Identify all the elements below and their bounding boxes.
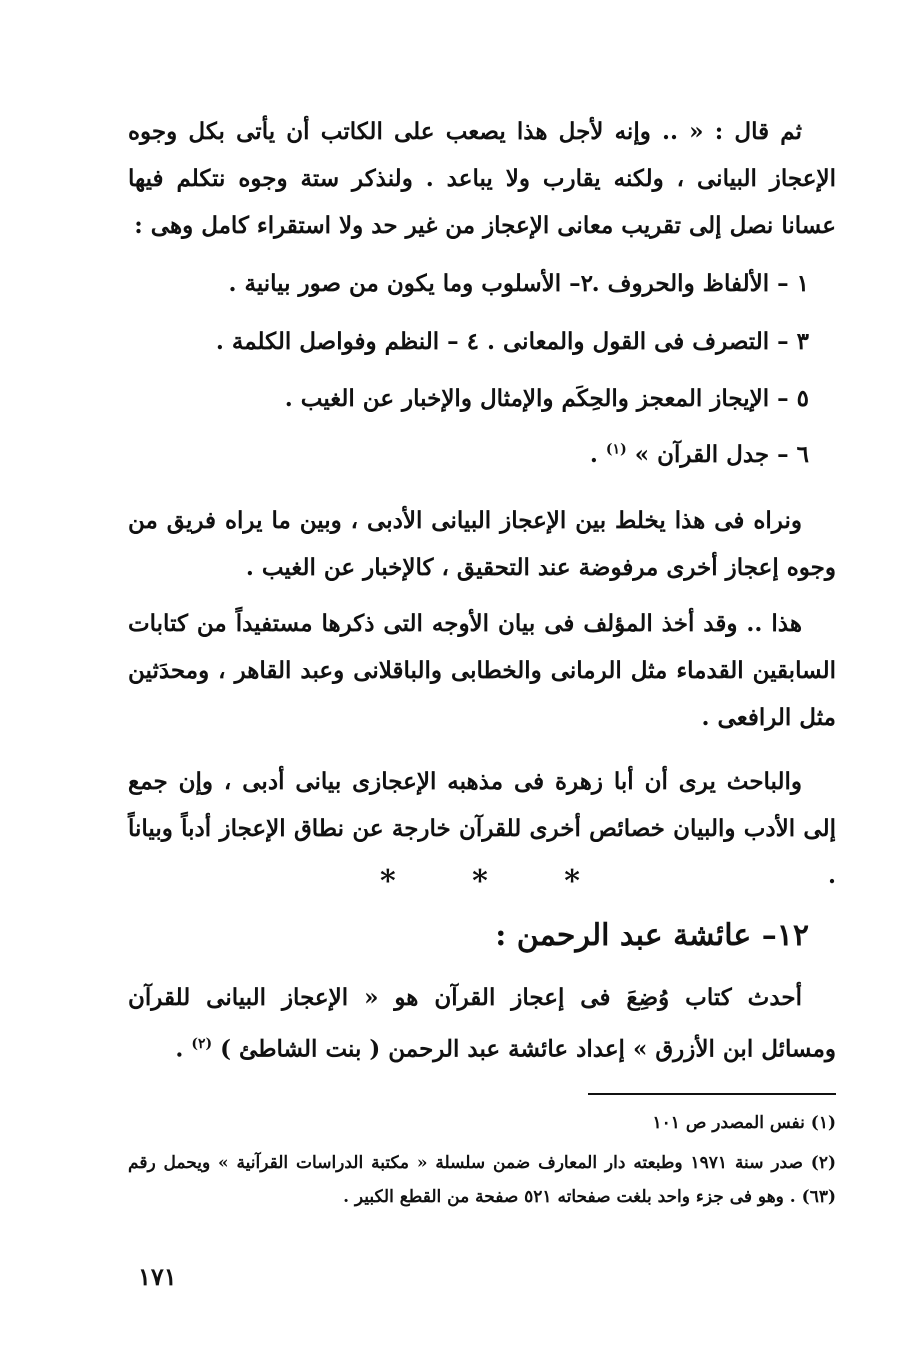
list-item-6-text: ٦ – جدل القرآن » [634,441,809,468]
section-separator [380,864,580,899]
footnote-ref-2: (٢) [191,1036,213,1052]
separator-star: * [380,864,396,899]
separator-star: * [472,864,488,899]
list-item-1: ١ – الألفاظ والحروف . [591,270,809,297]
separator-star: * [564,864,580,899]
paragraph-5-text: أحدث كتاب وُضِعَ فى إعجاز القرآن هو « الإعجاز البيانى للقرآن ومسائل ابن الأزرق » إعداد عائشة عبد الرحمن ( بنت الشاطئ ) [128,984,836,1063]
page-number: ١٧١ [138,1262,177,1291]
paragraph-3: هذا .. وقد أخذ المؤلف فى بيان الأوجه التى ذكرها مستفيداً من كتابات السابقين القدماء مثل الرمانى والخطابى والباقلانى وعبد القاهر ، ومحدَثين مثل الرافعى . [128,610,836,731]
footnote-2: (٢) صدر سنة ١٩٧١ وطبعته دار المعارف ضمن سلسلة « مكتبة الدراسات القرآنية » ويحمل رقم (٦٣) . وهو فى جزء واحد بلغت صفحاته ٥٢١ صفحة من القطع الكبير . [128,1153,837,1207]
list-item-6-end: . [589,441,598,468]
list-item-2: ٢– الأسلوب وما يكون من صور بيانية . [228,270,593,297]
paragraph-5-end: . [175,1035,184,1063]
list-item-5: ٥ – الإيجاز المعجز والحِكَم والإمثال والإخبار عن الغيب . [284,385,809,412]
intro-paragraph: ثم قال : « .. وإنه لأجل هذا يصعب على الكاتب أن يأتى بكل وجوه الإعجاز البيانى ، ولكنه يقارب ولا يباعد . ولنذكر ستة وجوه نتكلم فيها عسانا نصل إلى تقريب معانى الإعجاز من غير حد ولا استقراء كامل وهى : [128,118,836,239]
list-item-6 [590,441,809,468]
paragraph-4: والباحث يرى أن أبا زهرة فى مذهبه الإعجازى بيانى أدبى ، وإن جمع إلى الأدب والبيان خصائص أخرى للقرآن خارجة عن نطاق الإعجاز أدباً وبياناً . [128,768,836,889]
paragraph-2: ونراه فى هذا يخلط بين الإعجاز البيانى الأدبى ، وبين ما يراه فريق من وجوه إعجاز أخرى مرفوضة عند التحقيق ، كالإخبار عن الغيب . [128,507,836,581]
footnote-ref-1: (١) [605,441,627,458]
footnote-divider [588,1093,836,1095]
footnote-1: (١) نفس المصدر ص ١٠١ [652,1113,836,1133]
paragraph-5 [128,974,836,1073]
list-item-3-4: ٣ – التصرف فى القول والمعانى . ٤ – النظم وفواصل الكلمة . [215,328,809,355]
section-heading: ١٢– عائشة عبد الرحمن : [495,918,809,953]
